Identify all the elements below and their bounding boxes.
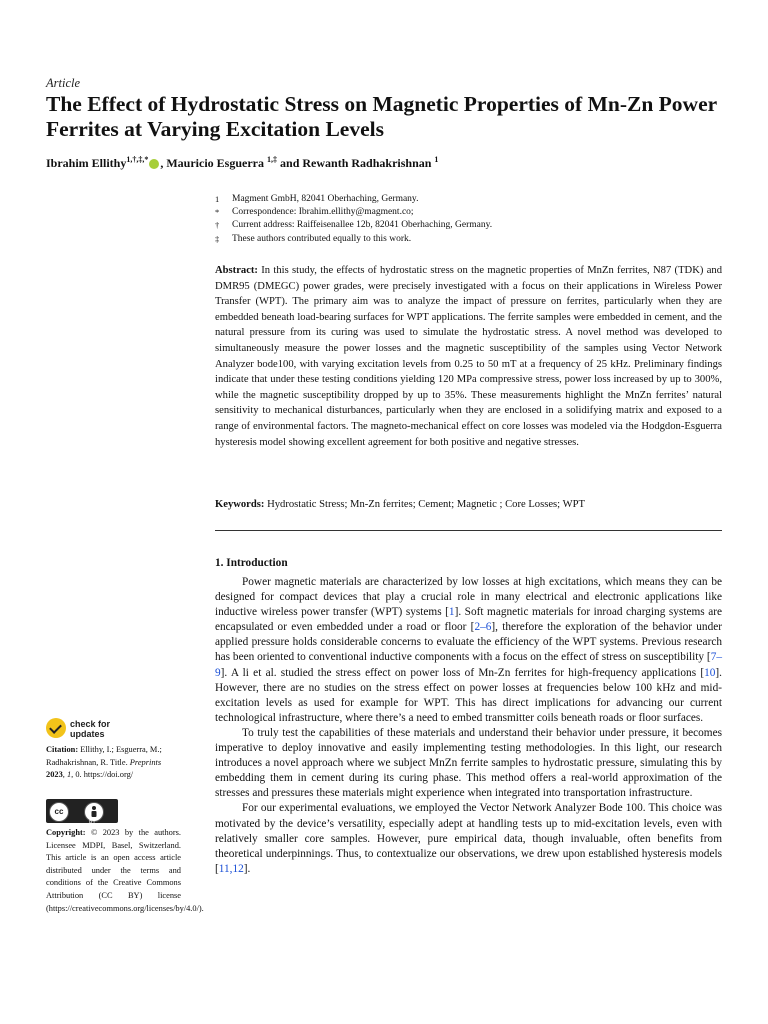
affiliation-item <box>215 219 725 232</box>
article-type: Article <box>46 76 81 90</box>
check-updates-icon <box>46 718 66 738</box>
copyright-label: Copyright: <box>46 828 86 837</box>
copyright-note <box>46 827 204 915</box>
citation-link[interactable]: 2–6 <box>474 621 492 634</box>
affiliation-text: Magment GmbH, 82041 Oberhaching, Germany. <box>232 194 419 204</box>
section-divider <box>215 530 722 531</box>
affiliation-mark: * <box>215 207 220 218</box>
abstract <box>215 263 722 450</box>
by-label: BY <box>89 819 96 825</box>
citation-link[interactable]: 11,12 <box>218 862 244 875</box>
author-affil-marks: 1,‡ <box>267 155 278 164</box>
author-name: Rewanth Radhakrishnan <box>302 156 432 170</box>
citation-label: Citation: <box>46 745 79 754</box>
affiliation-item <box>215 193 725 206</box>
paragraph: To truly test the capabilities of these materials and understand their behavior under pressure, it becomes imperative to deploy innovative and easily implementing testing methodologies. In this light, our research introduces a novel approach where we subject MnZn ferrite samples to hydrostatic pressure, simulating this by embedding them in cement during its curing phase. This method offers a real-world approximation of the stresses and pressures these materials might experience when integrated into transportation infrastructure. <box>215 726 722 800</box>
cc-by-license-icon[interactable] <box>46 799 118 823</box>
text-run: ]. <box>243 862 251 875</box>
affiliation-mark: † <box>215 220 220 231</box>
text-run: Power magnetic materials are characterized by low losses at high excitations, which means they can be designed for compact devices that play a crucial role in many electrical and electronic applications like inductive wireless power transfer (WPT) systems [ <box>215 576 722 619</box>
affiliation-text: Current address: Raiffeisenallee 12b, 82041 Oberhaching, Germany. <box>232 220 493 231</box>
affiliation-text: These authors contributed equally to this work. <box>232 233 412 244</box>
citation-journal: Preprints <box>129 757 162 767</box>
introduction-body <box>215 575 722 877</box>
author-affil-marks: 1 <box>434 155 439 164</box>
text-run: ], therefore the exploration of the behavior under applied pressure holds considerable concerns to evaluate the efficiency of the WPT systems. Previous research has been oriented to conventional inductive components with a focus on the effect of stress on susceptibility [ <box>215 621 722 664</box>
author-list <box>46 155 438 171</box>
section-heading: 1. Introduction <box>215 557 288 569</box>
orcid-icon[interactable] <box>149 159 159 169</box>
keywords <box>215 497 722 513</box>
check-for-updates-badge[interactable] <box>46 718 176 744</box>
citation-link[interactable]: 10 <box>704 666 716 679</box>
citation-volume: 1 <box>66 770 72 780</box>
citation-doi[interactable]: , 0. https://doi.org/ <box>71 770 134 780</box>
citation-link[interactable]: 1 <box>448 606 455 619</box>
author-name: Ibrahim Ellithy <box>46 156 127 170</box>
text-run: For our experimental evaluations, we employed the Vector Network Analyzer Bode 100. This choice was motivated by the device’s versatility, especially adept at handling tests up to mid-excitation levels, even with relatively smaller core samples. However, pure empirical data, though invaluable, often benefits from theoretical underpinnings. Thus, to contextualize our observations, we drew upon established hysteresis models [ <box>215 802 722 875</box>
keywords-label: Keywords: <box>215 499 265 510</box>
cc-icon: cc <box>49 802 69 822</box>
check-updates-label: check for updates <box>70 719 111 739</box>
citation-text: Ellithy, I.; Esguerra, M.; Radhakrishnan, R. Title. <box>46 745 162 767</box>
citation-link[interactable]: 7–9 <box>215 651 722 679</box>
author-affil-marks: 1,†,‡,* <box>126 155 149 164</box>
paragraph <box>215 575 722 726</box>
copyright-text: © 2023 by the authors. Licensee MDPI, Basel, Switzerland. This article is an open access article distributed under the terms and conditions of the Creative Commons Attribution (CC BY) license (https://creativecommons.org/licenses/by/4.0/). <box>46 828 204 913</box>
text-run: ]. Soft magnetic materials for inroad charging systems are encapsulated or even embedded under a road or floor [ <box>215 606 722 634</box>
affiliations <box>215 193 725 246</box>
text-run: ]. However, there are no studies on the stress effect on power losses at frequencies below 100 kHz and mid-excitation levels as used for example for WPT. This has direct implications for advancing our current technological infrastructure, where there’s a need to embed transmitter coils beneath roads or floor surfaces. <box>215 666 722 724</box>
affiliation-item <box>215 233 725 246</box>
author-separator: and <box>277 156 303 170</box>
author-name: Mauricio Esguerra <box>166 156 265 170</box>
affiliation-mark: 1 <box>215 194 220 204</box>
abstract-label: Abstract: <box>215 265 258 276</box>
affiliation-item <box>215 206 725 219</box>
citation-year: 2023 <box>46 770 63 780</box>
affiliation-text: Correspondence: Ibrahim.ellithy@magment.co; <box>232 207 414 218</box>
paper-title: The Effect of Hydrostatic Stress on Magnetic Properties of Mn-Zn Power Ferrites at Varying Excitation Levels <box>46 92 717 141</box>
text-run: ]. A li et al. studied the stress effect on power loss of Mn-Zn ferrites for high-frequency applications [ <box>220 666 705 679</box>
abstract-text: In this study, the effects of hydrostatic stress on the magnetic properties of MnZn ferrites, N87 (TDK) and DMR95 (DMEGC) power grades, were precisely investigated with a focus on their applications in Wireless Power Transfer (WPT). The primary aim was to analyze the impact of pressure on ferrites, particularly when they are embedded beneath load-bearing surfaces for WPT applications. The ferrite samples were embedded in cement, and the natural pressure from its curing was used to simulate the hydrostatic stress. A novel method was developed to simultaneously measure the power losses and the magnetic susceptibility of the samples using Vector Network Analyzer bode100, with varying excitation levels from 0.25 to 50 mT at a frequency of 25 kHz. Preliminary findings indicate that under these testing conditions yielding 120 MPa compressive stress, power loss increased by up to 300%, while the magnetic susceptibility dropped by up to 35%. These measurements highlight the MnZn ferrites’ natural sensitivity to mechanical disturbances, particularly when they are enclosed in a solidifying matrix and exposed to a range of environmental factors. The magneto-mechanical effect on core losses was modeled via the Hodgdon-Esguerra hysteresis model showing excellent agreement for both positive and negative stresses. <box>215 265 722 448</box>
author-separator: , <box>160 156 167 170</box>
paragraph <box>215 801 722 876</box>
citation-note: Citation: Ellithy, I.; Esguerra, M.; Radhakrishnan, R. Title. Preprints 2023, 1, 0. https://doi.org/ <box>46 745 162 780</box>
keywords-text: Hydrostatic Stress; Mn-Zn ferrites; Cement; Magnetic ; Core Losses; WPT <box>264 499 585 510</box>
affiliation-mark: ‡ <box>215 233 220 244</box>
